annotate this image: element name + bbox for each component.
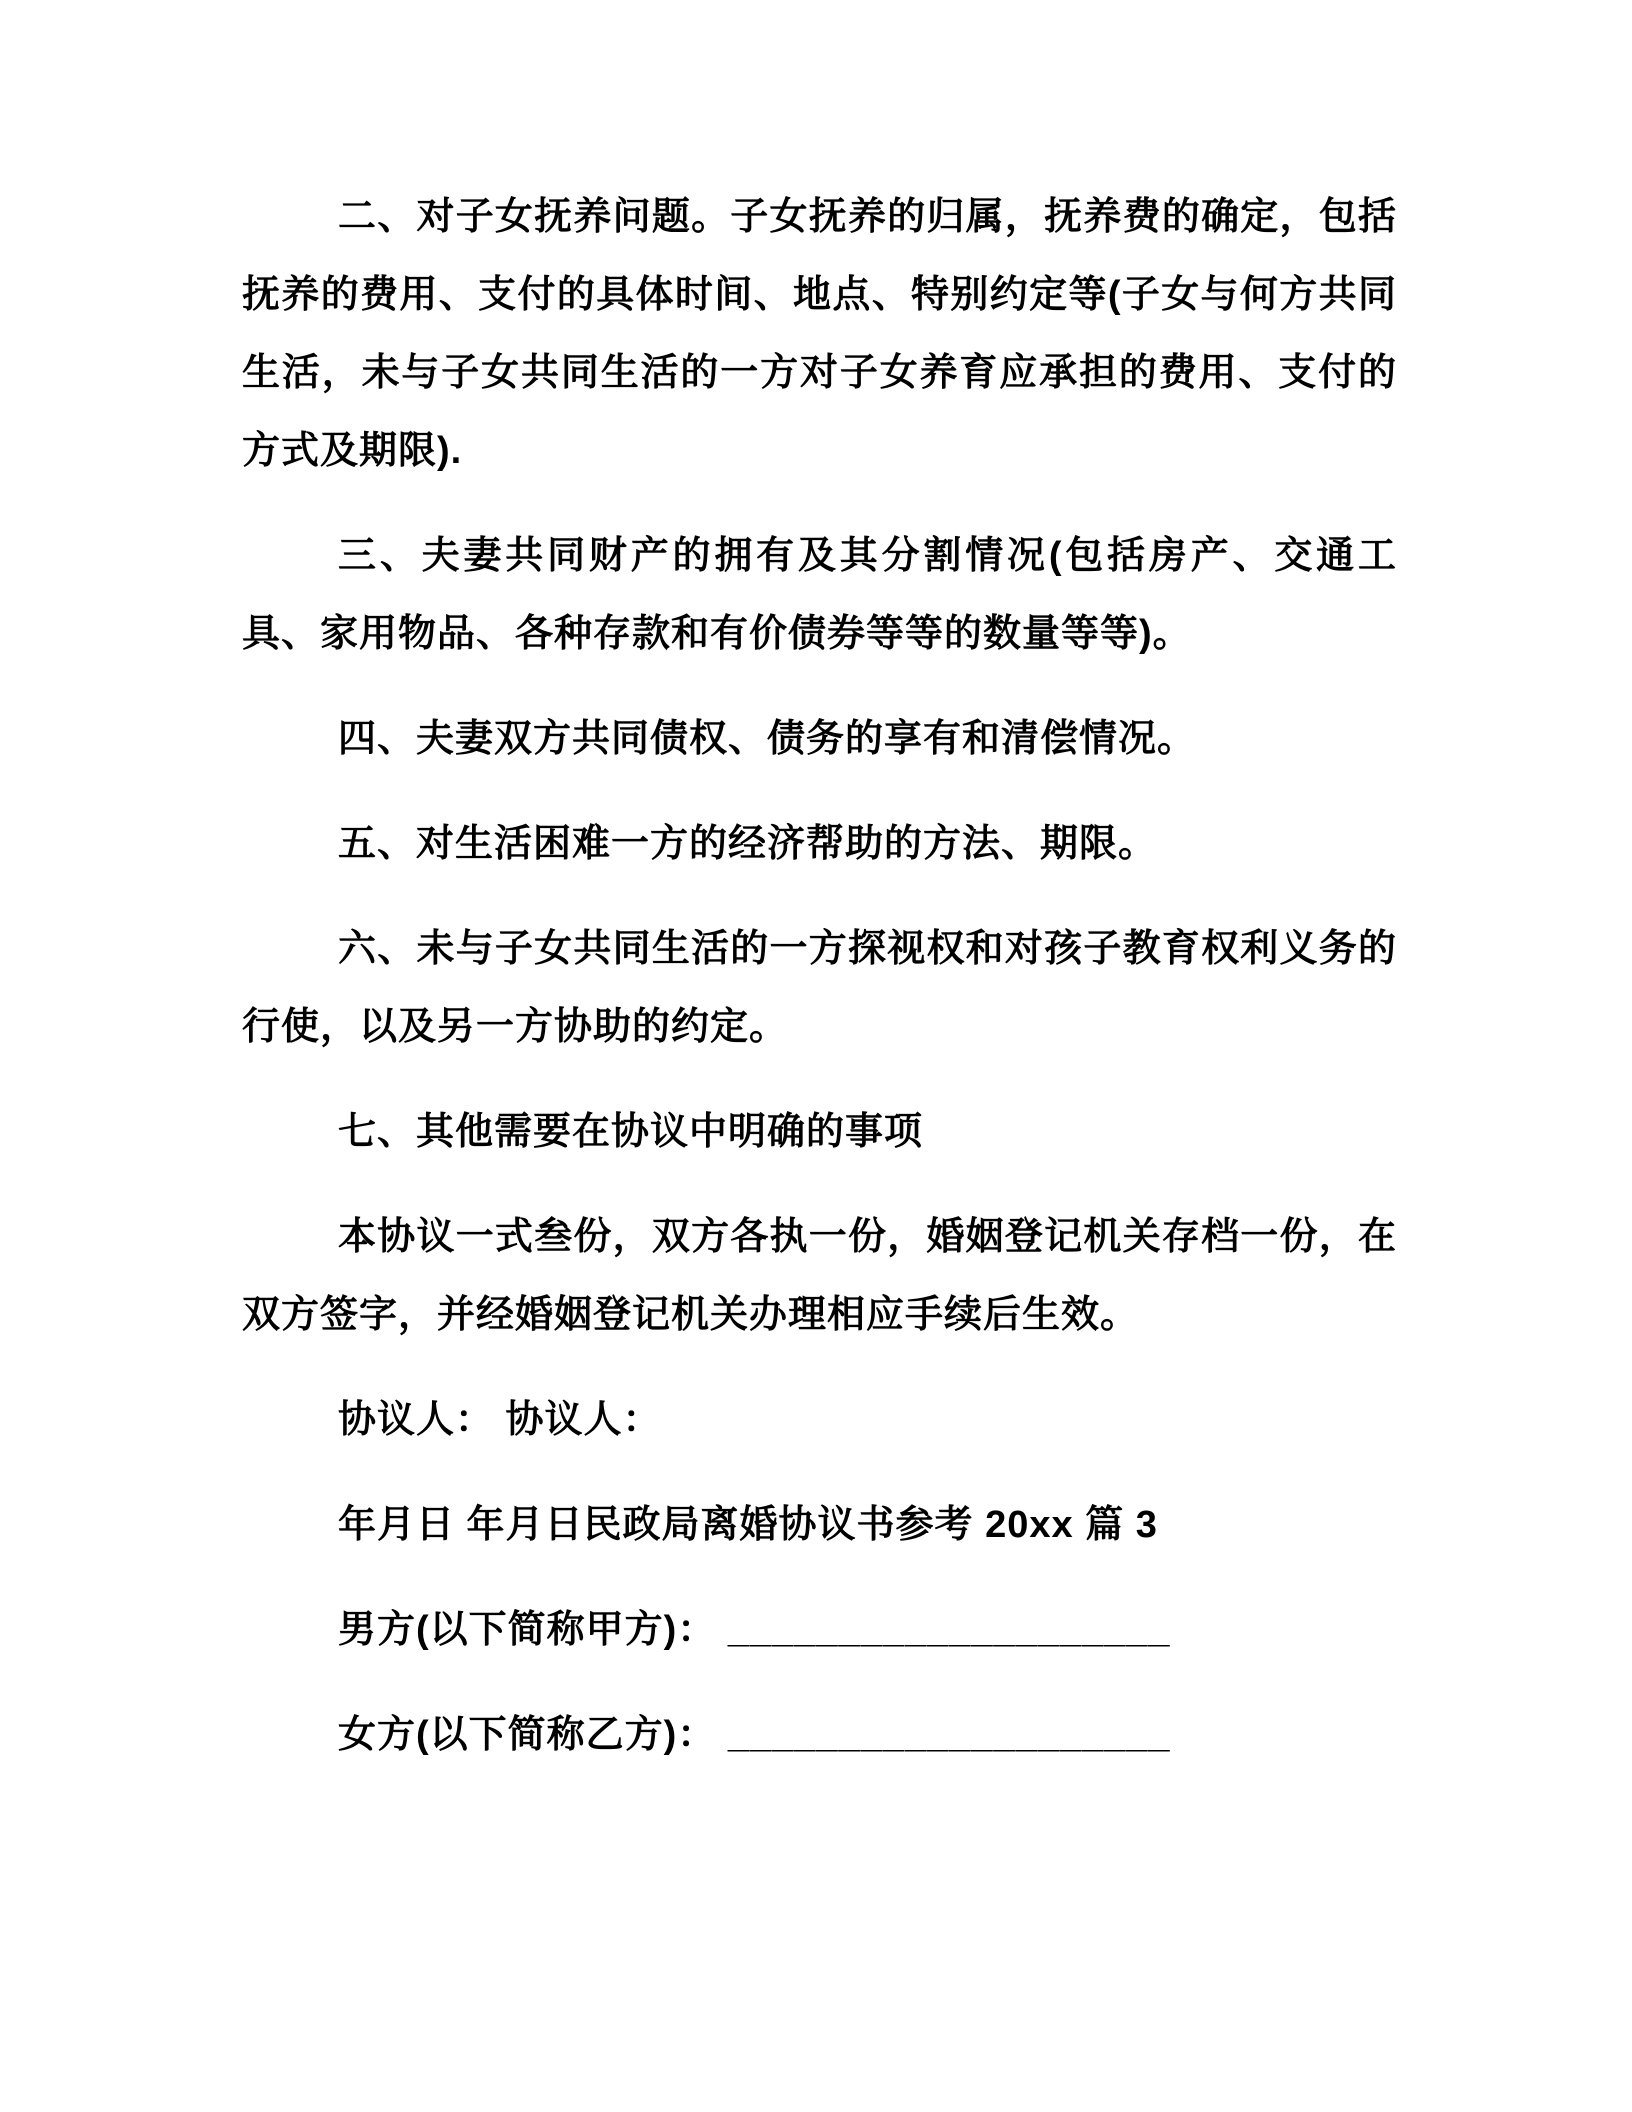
clause-paragraph-7: 七、其他需要在协议中明确的事项 xyxy=(338,1111,924,1153)
clause-paragraph-2: 二、对子女抚养问题。子女抚养的归属，抚养费的确定，包括抚养的费用、支付的具体时间、地点、特别约定等(子女与何方共同生活，未与子女共同生活的一方对子女养育应承担的费用、支付的方式及期限). xyxy=(242,196,1397,472)
clause-paragraph-3: 三、夫妻共同财产的拥有及其分割情况(包括房产、交通工具、家用物品、各种存款和有价债券等等的数量等等)。 xyxy=(242,535,1397,655)
clause-paragraph-5: 五、对生活困难一方的经济帮助的方法、期限。 xyxy=(338,823,1158,865)
copies-effective-paragraph: 本协议一式叁份，双方各执一份，婚姻登记机关存档一份，在双方签字，并经婚姻登记机关办理相应手续后生效。 xyxy=(242,1216,1397,1336)
clause-paragraph-4: 四、夫妻双方共同债权、债务的享有和清偿情况。 xyxy=(338,718,1197,760)
party-a-signature-line: 男方(以下简称甲方)： ____________________ xyxy=(338,1609,1171,1651)
signatories-line: 协议人： 协议人： xyxy=(338,1399,662,1441)
party-b-signature-line: 女方(以下简称乙方)： ____________________ xyxy=(338,1714,1171,1756)
clause-paragraph-6: 六、未与子女共同生活的一方探视权和对孩子教育权利义务的行使，以及另一方协助的约定。 xyxy=(242,928,1397,1048)
date-and-next-title-line: 年月日 年月日民政局离婚协议书参考 20xx 篇 3 xyxy=(338,1504,1158,1546)
